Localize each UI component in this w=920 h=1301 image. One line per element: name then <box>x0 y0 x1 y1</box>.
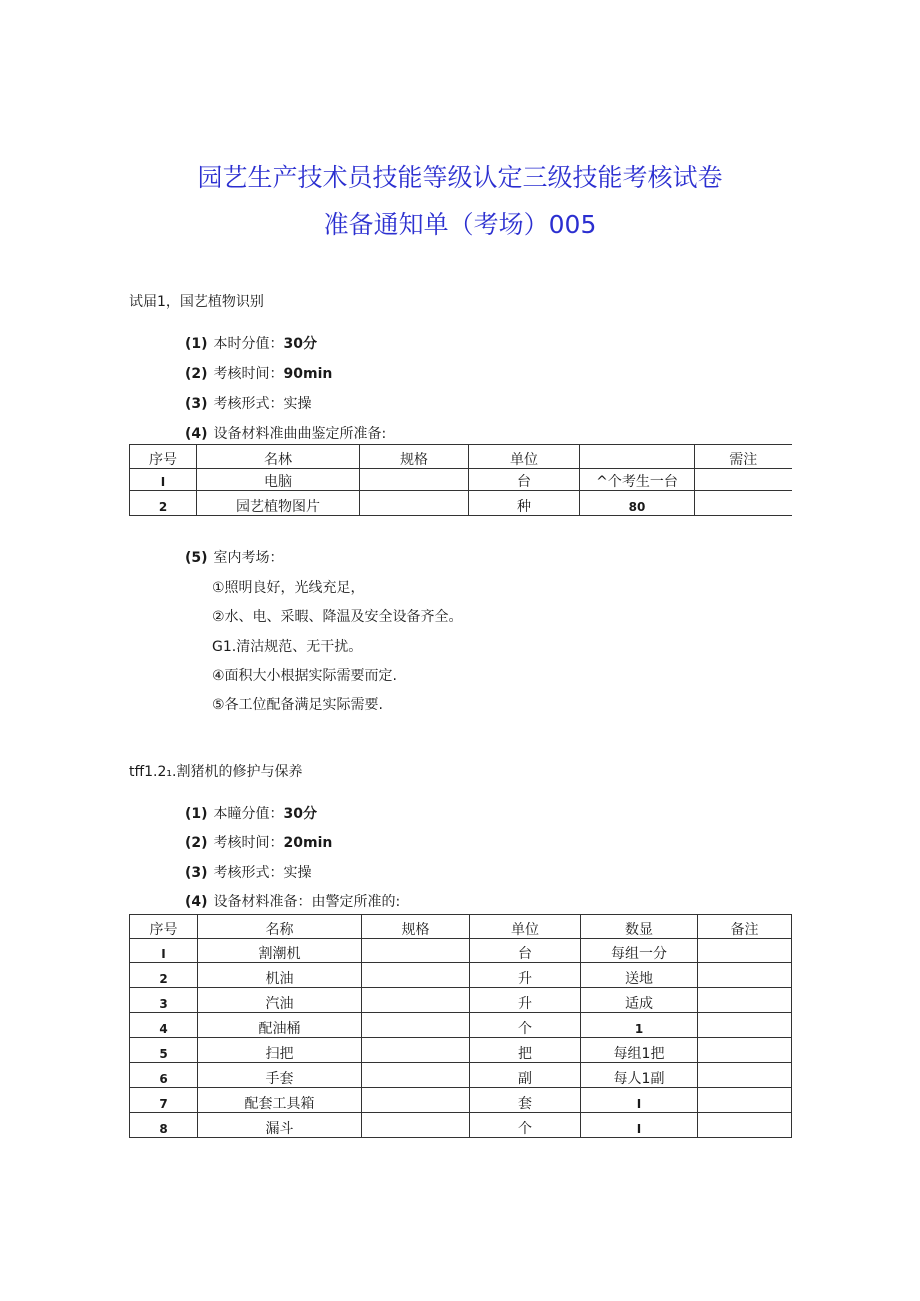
table-cell: 割潮机 <box>198 939 362 963</box>
table-cell: 个 <box>470 1113 581 1138</box>
item-label: 本时分值： <box>213 336 284 352</box>
table-cell: 升 <box>470 963 581 988</box>
item-label: 室内考场： <box>213 550 284 566</box>
document-title-line1: 园艺生产技术员技能等级认定三级技能考核试卷 <box>197 163 723 192</box>
table-cell: 送地 <box>581 963 698 988</box>
document-title-line2: 准备通知单（考场）005 <box>323 210 597 239</box>
table-cell <box>360 491 469 516</box>
table-cell: 台 <box>470 939 581 963</box>
item-label: 考核形式： <box>213 396 284 412</box>
table-cell <box>698 963 792 988</box>
item-number: (1) <box>185 336 208 352</box>
table-cell: 每组一分 <box>581 939 698 963</box>
venue-line: ②水、电、采暇、降温及安全设备齐全。 <box>212 609 463 625</box>
table-cell <box>362 963 470 988</box>
table-cell <box>698 1038 792 1063</box>
section2-item-time <box>185 832 332 852</box>
item-number: (3) <box>185 396 208 412</box>
table-cell: 4 <box>130 1013 198 1038</box>
table-cell <box>698 1013 792 1038</box>
item-number: (3) <box>185 865 208 881</box>
table-cell <box>362 1088 470 1113</box>
table-cell: 机油 <box>198 963 362 988</box>
table-cell: 台 <box>469 469 580 491</box>
table-cell: 汽油 <box>198 988 362 1013</box>
section1-materials-table <box>129 444 792 516</box>
table-cell <box>695 491 792 516</box>
item-label: 考核形式： <box>213 865 284 881</box>
item-number: (1) <box>185 806 208 822</box>
section1-venue-heading <box>185 547 284 567</box>
table-cell: 种 <box>469 491 580 516</box>
table-cell: 5 <box>130 1038 198 1063</box>
table-cell <box>698 1088 792 1113</box>
table-cell: 扫把 <box>198 1038 362 1063</box>
table-cell: 园艺植物图片 <box>197 491 360 516</box>
header-cell: 需注 <box>695 445 792 469</box>
table-cell: 8 <box>130 1113 198 1138</box>
item-value: 30分 <box>283 336 318 352</box>
table-row <box>130 1063 792 1088</box>
item-label: 考核时间： <box>213 366 284 382</box>
table-cell: 个 <box>470 1013 581 1038</box>
section2-materials-table <box>129 914 792 1138</box>
table-cell <box>362 988 470 1013</box>
table-cell: 每人1副 <box>581 1063 698 1088</box>
table-cell <box>362 1113 470 1138</box>
item-value: 实操 <box>283 396 312 412</box>
item-value: 20min <box>283 835 333 851</box>
table-row <box>130 491 792 516</box>
table-cell: 适成 <box>581 988 698 1013</box>
table-cell <box>698 1063 792 1088</box>
table-row <box>130 1113 792 1138</box>
table-cell: 80 <box>580 491 695 516</box>
table-cell: 手套 <box>198 1063 362 1088</box>
section2-item-format <box>185 862 312 882</box>
item-value: 30分 <box>283 806 318 822</box>
item-number: (5) <box>185 550 208 566</box>
table-cell: 7 <box>130 1088 198 1113</box>
table-cell: ^个考生一台 <box>580 469 695 491</box>
table-cell <box>362 1013 470 1038</box>
table-cell <box>695 469 792 491</box>
table-cell: I <box>130 939 198 963</box>
table-cell <box>360 469 469 491</box>
header-cell: 规格 <box>362 915 470 939</box>
venue-line: ④面积大小根据实际需要而定. <box>212 668 398 684</box>
table-cell: 配套工具箱 <box>198 1088 362 1113</box>
item-value: 90min <box>283 366 333 382</box>
header-cell: 单位 <box>470 915 581 939</box>
item-label: 设备材料准曲曲鉴定所准备: <box>213 426 387 442</box>
section1-item-format <box>185 393 312 413</box>
table-row <box>130 1088 792 1113</box>
section2-heading: tff1.2₁.割猪机的修护与保养 <box>129 764 303 780</box>
header-cell: 序号 <box>130 445 197 469</box>
table-row <box>130 963 792 988</box>
item-number: (4) <box>185 426 208 442</box>
table-cell <box>698 939 792 963</box>
section2-item-score <box>185 803 317 823</box>
table-row <box>130 1038 792 1063</box>
item-label: 设备材料准备：由警定所准的: <box>213 894 401 910</box>
header-cell <box>580 445 695 469</box>
table-cell: I <box>130 469 197 491</box>
table-header-row <box>130 445 792 469</box>
table-cell: 3 <box>130 988 198 1013</box>
table-cell: 6 <box>130 1063 198 1088</box>
table-row <box>130 469 792 491</box>
table-cell <box>698 1113 792 1138</box>
table-row <box>130 1013 792 1038</box>
table-cell: 电脑 <box>197 469 360 491</box>
table-header-row <box>130 915 792 939</box>
table-cell <box>698 988 792 1013</box>
table-cell: 2 <box>130 963 198 988</box>
table-cell <box>362 939 470 963</box>
header-cell: 数显 <box>581 915 698 939</box>
header-cell: 序号 <box>130 915 198 939</box>
table-cell: I <box>581 1113 698 1138</box>
item-number: (2) <box>185 835 208 851</box>
table-cell <box>362 1038 470 1063</box>
table-cell: 漏斗 <box>198 1113 362 1138</box>
header-cell: 名称 <box>198 915 362 939</box>
table-cell: 2 <box>130 491 197 516</box>
venue-line: G1.清沽规范、无干扰。 <box>212 639 363 655</box>
table-row <box>130 939 792 963</box>
item-number: (2) <box>185 366 208 382</box>
item-label: 考核时间： <box>213 835 284 851</box>
header-cell: 名林 <box>197 445 360 469</box>
table-cell: 1 <box>581 1013 698 1038</box>
item-label: 本瞳分值： <box>213 806 284 822</box>
table-cell: 把 <box>470 1038 581 1063</box>
section1-heading: 试届1，国艺植物识别 <box>129 294 264 310</box>
table-cell <box>362 1063 470 1088</box>
header-cell: 备注 <box>698 915 792 939</box>
header-cell: 规格 <box>360 445 469 469</box>
header-cell: 单位 <box>469 445 580 469</box>
table-cell: 配油桶 <box>198 1013 362 1038</box>
table-row <box>130 988 792 1013</box>
section1-item-time <box>185 363 332 383</box>
table-cell: 升 <box>470 988 581 1013</box>
section2-item-materials <box>185 891 400 911</box>
section1-item-materials <box>185 423 386 443</box>
section1-item-score <box>185 333 317 353</box>
item-number: (4) <box>185 894 208 910</box>
table-cell: 每组1把 <box>581 1038 698 1063</box>
table-cell: I <box>581 1088 698 1113</box>
venue-line: ①照明良好，光线充足， <box>212 580 365 596</box>
table-cell: 副 <box>470 1063 581 1088</box>
venue-line: ⑤各工位配备满足实际需要. <box>212 697 384 713</box>
table-cell: 套 <box>470 1088 581 1113</box>
item-value: 实操 <box>283 865 312 881</box>
